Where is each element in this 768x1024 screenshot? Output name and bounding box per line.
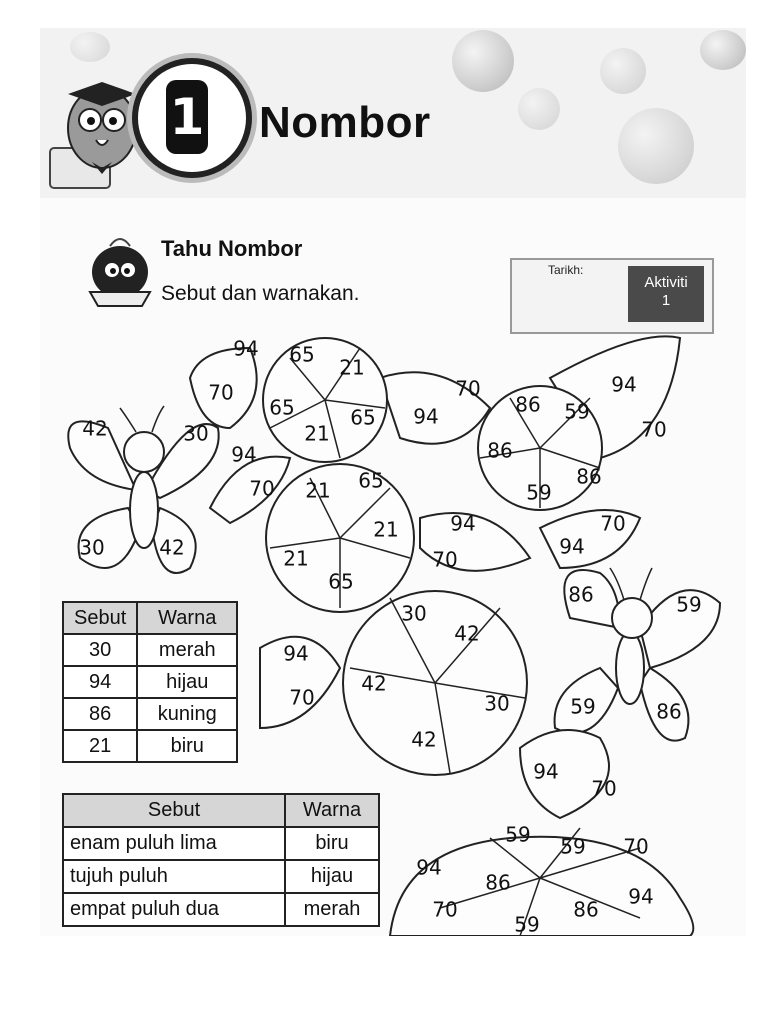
number-label: 86	[568, 582, 594, 607]
table-cell: kuning	[137, 698, 237, 730]
chapter-number: 1	[166, 80, 208, 154]
number-label: 42	[361, 671, 387, 696]
table-cell: empat puluh dua	[63, 893, 285, 926]
number-label: 59	[505, 822, 531, 847]
table-header: Sebut	[63, 602, 137, 634]
table-row	[63, 827, 379, 860]
instruction-text: Sebut dan warnakan.	[161, 282, 360, 305]
table-header: Warna	[137, 602, 237, 634]
number-label: 86	[573, 897, 599, 922]
number-label: 65	[328, 569, 354, 594]
number-label: 86	[576, 464, 602, 489]
number-label: 59	[526, 480, 552, 505]
number-label: 21	[305, 478, 331, 503]
table-cell: biru	[285, 827, 379, 860]
table-row	[63, 666, 237, 698]
number-label: 94	[231, 442, 257, 467]
table-header-row	[63, 794, 379, 827]
butterfly-right-head	[612, 598, 652, 638]
table-cell: biru	[137, 730, 237, 762]
table-cell: 94	[63, 666, 137, 698]
butterfly-right-body	[616, 632, 644, 704]
table-header: Warna	[285, 794, 379, 827]
table-row	[63, 860, 379, 893]
number-color-table	[62, 601, 238, 763]
table-cell: merah	[137, 634, 237, 666]
table-cell: enam puluh lima	[63, 827, 285, 860]
table-cell: tujuh puluh	[63, 860, 285, 893]
number-label: 70	[432, 897, 458, 922]
table-cell: 86	[63, 698, 137, 730]
table-row	[63, 698, 237, 730]
activity-label: Aktiviti	[644, 274, 688, 291]
section-title: Tahu Nombor	[161, 236, 303, 261]
number-label: 59	[560, 834, 586, 859]
number-label: 30	[484, 691, 510, 716]
number-label: 65	[269, 395, 295, 420]
page-title: Nombor	[259, 98, 431, 147]
number-label: 42	[454, 621, 480, 646]
number-label: 65	[358, 468, 384, 493]
number-label: 94	[233, 336, 259, 361]
number-label: 70	[641, 417, 667, 442]
butterfly-left-head	[124, 432, 164, 472]
number-label: 94	[628, 884, 654, 909]
number-label: 70	[455, 376, 481, 401]
number-label: 42	[82, 416, 108, 441]
number-label: 65	[350, 405, 376, 430]
number-label: 70	[591, 776, 617, 801]
table-cell: merah	[285, 893, 379, 926]
table-row	[63, 634, 237, 666]
number-label: 86	[485, 870, 511, 895]
number-label: 70	[249, 476, 275, 501]
table-cell: hijau	[137, 666, 237, 698]
number-label: 94	[416, 855, 442, 880]
number-label: 86	[487, 438, 513, 463]
number-label: 70	[623, 834, 649, 859]
number-label: 21	[304, 421, 330, 446]
number-label: 42	[411, 727, 437, 752]
number-label: 94	[559, 534, 585, 559]
number-label: 21	[339, 355, 365, 380]
table-row	[63, 730, 237, 762]
number-label: 65	[289, 342, 315, 367]
number-label: 94	[450, 511, 476, 536]
number-label: 21	[283, 546, 309, 571]
number-label: 94	[413, 404, 439, 429]
table-cell: 21	[63, 730, 137, 762]
activity-number: 1	[661, 292, 671, 309]
butterfly-left-body	[130, 472, 158, 548]
number-label: 59	[570, 694, 596, 719]
number-label: 59	[676, 592, 702, 617]
number-label: 86	[515, 392, 541, 417]
number-label: 70	[289, 685, 315, 710]
number-label: 59	[564, 399, 590, 424]
worksheet-page	[40, 28, 746, 936]
number-label: 30	[183, 421, 209, 446]
date-label: Tarikh:	[548, 263, 584, 277]
number-label: 70	[208, 380, 234, 405]
number-label: 42	[159, 535, 185, 560]
number-label: 30	[79, 535, 105, 560]
table-cell: 30	[63, 634, 137, 666]
number-label: 59	[514, 912, 540, 936]
number-label: 70	[432, 547, 458, 572]
number-label: 30	[401, 601, 427, 626]
number-label: 70	[600, 511, 626, 536]
number-label: 94	[533, 759, 559, 784]
table-cell: hijau	[285, 860, 379, 893]
table-header-row	[63, 602, 237, 634]
number-label: 94	[283, 641, 309, 666]
table-row	[63, 893, 379, 926]
number-label: 21	[373, 517, 399, 542]
number-label: 86	[656, 699, 682, 724]
table-header: Sebut	[63, 794, 285, 827]
word-color-table	[62, 793, 380, 927]
number-label: 94	[611, 372, 637, 397]
